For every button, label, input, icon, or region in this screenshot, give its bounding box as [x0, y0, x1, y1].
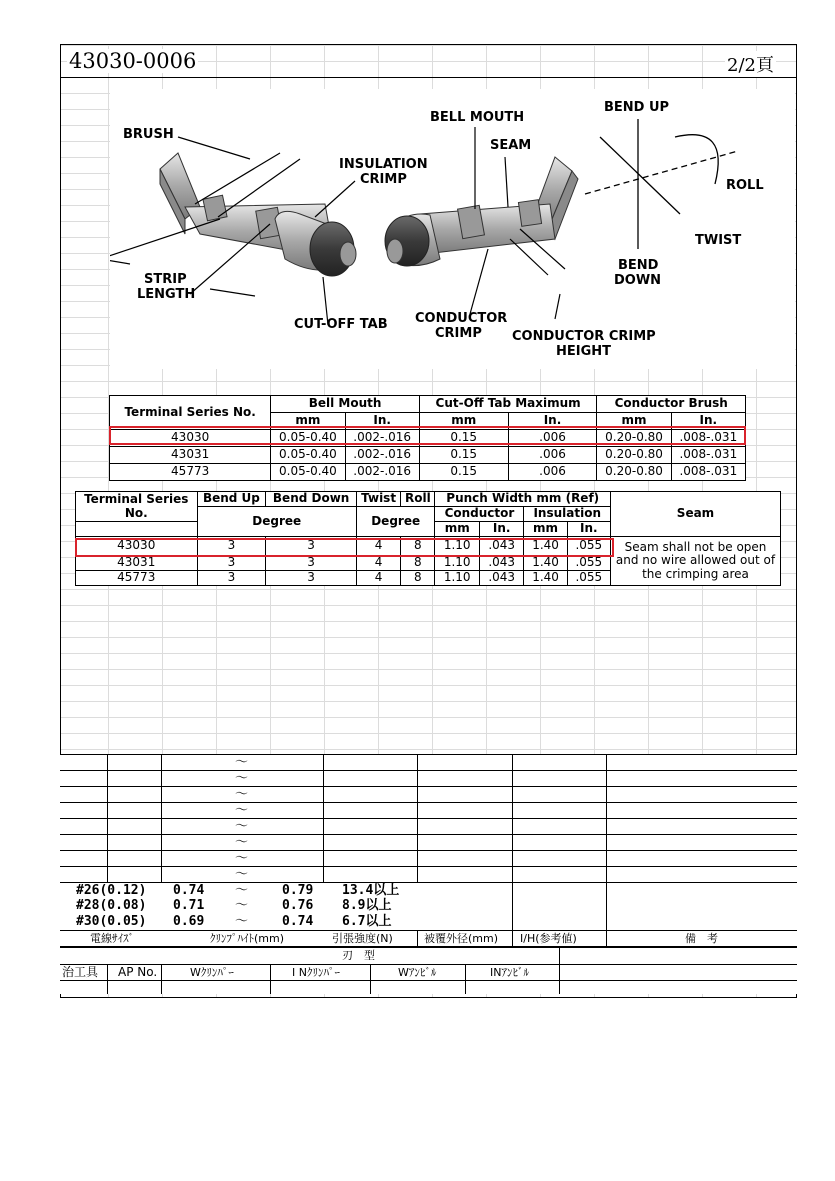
table-cell: 4 — [356, 571, 400, 586]
text-cell: I/H(参考値) — [520, 932, 577, 945]
table-cell: 4 — [356, 556, 400, 571]
text-cell: 13.4以上 — [342, 883, 400, 898]
direction-arrows — [585, 119, 738, 249]
label-roll: ROLL — [726, 178, 764, 193]
text-cell: INｱﾝﾋﾞﾙ — [490, 966, 529, 979]
table-cell: 0.05-0.40 — [271, 430, 345, 447]
text-cell: ～ — [235, 803, 249, 818]
table-cell: .043 — [479, 571, 524, 586]
table-row — [110, 447, 746, 464]
text-cell: 0.71 — [173, 898, 205, 913]
terminal-illustration — [110, 89, 795, 369]
text-cell: 0.69 — [173, 914, 205, 929]
label-bend-down-1: BEND — [618, 258, 659, 273]
label-seam: SEAM — [490, 138, 532, 153]
tooling-label-row — [60, 964, 797, 980]
text-cell: ～ — [235, 771, 249, 786]
text-cell: 被覆外径(mm) — [424, 932, 499, 945]
left-terminal-drawing — [160, 153, 356, 276]
table-cell: 3 — [266, 537, 357, 556]
text-cell: #28(0.08) — [76, 898, 147, 913]
text-cell: 治工具 — [62, 965, 99, 979]
label-twist: TWIST — [695, 233, 742, 248]
spec-row — [60, 898, 797, 914]
bend-punch-table — [75, 491, 781, 586]
table-cell: .002-.016 — [345, 430, 419, 447]
table-cell: .043 — [479, 556, 524, 571]
table-cell: 43030 — [110, 430, 271, 447]
text-cell: 0.74 — [282, 914, 314, 929]
spec-row — [60, 882, 797, 898]
table-cell: .055 — [567, 537, 610, 556]
text-cell: 0.76 — [282, 898, 314, 913]
th-terminal-series — [76, 492, 198, 522]
text-cell: ～ — [235, 851, 249, 866]
table-cell: 3 — [266, 556, 357, 571]
table-cell: .008-.031 — [671, 430, 745, 447]
table-cell: .055 — [567, 556, 610, 571]
label-bell-mouth: BELL MOUTH — [430, 110, 525, 125]
label-brush: BRUSH — [123, 127, 174, 142]
spec-label-row — [60, 930, 797, 946]
text-cell: ｸﾘﾝﾌﾟﾊｲﾄ(mm) — [210, 932, 285, 945]
th-insulation: Insulation — [524, 507, 611, 522]
th-in: In. — [345, 413, 419, 430]
text-cell: ～ — [235, 883, 249, 898]
table-cell: 0.05-0.40 — [271, 447, 345, 464]
label-bend-up: BEND UP — [604, 100, 670, 115]
text-cell: 6.7以上 — [342, 914, 392, 929]
label-strip-length-2: LENGTH — [137, 287, 196, 302]
label-insulation-crimp-1: INSULATION — [339, 157, 428, 172]
th-mm: mm — [419, 413, 508, 430]
table-cell: .006 — [508, 447, 597, 464]
text-cell: 0.79 — [282, 883, 314, 898]
text-cell: ～ — [235, 835, 249, 850]
seam-note: Seam shall not be open and no wire allowed out of the crimping area — [611, 537, 781, 586]
label-conductor-crimp-2: CRIMP — [435, 326, 482, 341]
th-terminal-series: Terminal Series No. — [110, 396, 271, 430]
table-cell: 43031 — [76, 556, 198, 571]
th-bend-down: Bend Down — [266, 492, 357, 507]
text-cell: 0.74 — [173, 883, 205, 898]
table-cell: 8 — [401, 537, 435, 556]
th-cutoff-tab: Cut-Off Tab Maximum — [419, 396, 597, 413]
table-cell: .006 — [508, 464, 597, 481]
document-number: 43030-0006 — [69, 49, 197, 73]
table-cell: 45773 — [110, 464, 271, 481]
table-cell: 0.05-0.40 — [271, 464, 345, 481]
th-mm: mm — [597, 413, 671, 430]
table-cell: 43031 — [110, 447, 271, 464]
crimp-spec-grid — [60, 754, 797, 994]
table-cell: 1.10 — [435, 556, 480, 571]
text-cell: ～ — [235, 914, 249, 929]
text-cell: Wｱﾝﾋﾞﾙ — [398, 966, 437, 979]
table-header-cell: mm — [524, 522, 567, 537]
terminal-diagram-svg — [110, 89, 795, 369]
table-cell: .006 — [508, 430, 597, 447]
table-row — [110, 464, 746, 481]
table-cell: 8 — [401, 556, 435, 571]
table-cell: 0.20-0.80 — [597, 464, 671, 481]
table-cell: 1.40 — [524, 571, 567, 586]
th-mm: mm — [271, 413, 345, 430]
table-row — [76, 537, 781, 556]
th-conductor: Conductor — [435, 507, 524, 522]
table-cell: 0.20-0.80 — [597, 447, 671, 464]
th-punch-width: Punch Width mm (Ref) — [435, 492, 611, 507]
label-conductor-crimp-height-2: HEIGHT — [556, 344, 612, 359]
text-cell: Terminal Series — [84, 492, 189, 507]
right-terminal-drawing — [385, 157, 578, 266]
table-cell: 0.15 — [419, 430, 508, 447]
label-conductor-crimp-height-1: CONDUCTOR CRIMP — [512, 329, 656, 344]
table-cell: .002-.016 — [345, 464, 419, 481]
text-cell: ～ — [235, 898, 249, 913]
th-seam: Seam — [611, 492, 781, 537]
table-cell: 0.20-0.80 — [597, 430, 671, 447]
text-cell: ～ — [235, 787, 249, 802]
table-cell: 0.15 — [419, 464, 508, 481]
label-strip-length-1: STRIP — [144, 272, 187, 287]
page-number: 2/2頁 — [725, 51, 776, 77]
table-cell: 4 — [356, 537, 400, 556]
table-cell: .002-.016 — [345, 447, 419, 464]
label-cut-off-tab: CUT-OFF TAB — [294, 317, 388, 332]
footer-rule — [721, 997, 797, 998]
label-insulation-crimp-2: CRIMP — [360, 172, 407, 187]
table-cell: 1.10 — [435, 537, 480, 556]
th-roll: Roll — [401, 492, 435, 507]
th-conductor-brush: Conductor Brush — [597, 396, 746, 413]
header-divider — [61, 77, 796, 78]
text-cell: 8.9以上 — [342, 898, 392, 913]
table-header-cell: mm — [435, 522, 480, 537]
text-cell: I Nｸﾘﾝﾊﾟｰ — [292, 966, 340, 979]
text-cell: 刃 型 — [342, 949, 375, 962]
table-cell: 0.15 — [419, 447, 508, 464]
table-cell: .043 — [479, 537, 524, 556]
table-cell: .008-.031 — [671, 464, 745, 481]
table-cell: 3 — [266, 571, 357, 586]
th-twist: Twist — [356, 492, 400, 507]
table-cell: 43030 — [76, 537, 198, 556]
text-cell: ～ — [235, 867, 249, 882]
table-cell: 8 — [401, 571, 435, 586]
th-in: In. — [508, 413, 597, 430]
tilde: ～ — [235, 755, 249, 770]
table-cell: 1.40 — [524, 556, 567, 571]
table-header-cell: In. — [567, 522, 610, 537]
table-cell: .055 — [567, 571, 610, 586]
text-cell: 電線ｻｲｽﾞ — [90, 932, 134, 945]
table-header-cell — [76, 522, 198, 537]
table-header-cell: In. — [479, 522, 524, 537]
label-bend-down-2: DOWN — [614, 273, 662, 288]
text-cell: No. — [124, 505, 148, 520]
th-degree: Degree — [356, 507, 435, 537]
table-cell: 1.10 — [435, 571, 480, 586]
text-cell: #30(0.05) — [76, 914, 147, 929]
th-bell-mouth: Bell Mouth — [271, 396, 420, 413]
spec-row — [60, 914, 797, 930]
table-cell: 3 — [197, 556, 266, 571]
text-cell: AP No. — [118, 965, 158, 979]
th-in: In. — [671, 413, 745, 430]
text-cell: 備 考 — [685, 932, 718, 945]
bell-mouth-table — [109, 395, 746, 481]
table-cell: 3 — [197, 537, 266, 556]
text-cell: #26(0.12) — [76, 883, 147, 898]
tooling-title-row — [60, 946, 797, 964]
text-cell: ～ — [235, 819, 249, 834]
table-cell: 3 — [197, 571, 266, 586]
table-cell: 1.40 — [524, 537, 567, 556]
label-conductor-crimp-1: CONDUCTOR — [415, 311, 508, 326]
th-bend-up: Bend Up — [197, 492, 266, 507]
text-cell: Wｸﾘﾝﾊﾟｰ — [190, 966, 234, 979]
table-cell: .008-.031 — [671, 447, 745, 464]
text-cell: 引張強度(N) — [332, 932, 393, 945]
th-degree: Degree — [197, 507, 356, 537]
table-cell: 45773 — [76, 571, 198, 586]
table-row — [110, 430, 746, 447]
